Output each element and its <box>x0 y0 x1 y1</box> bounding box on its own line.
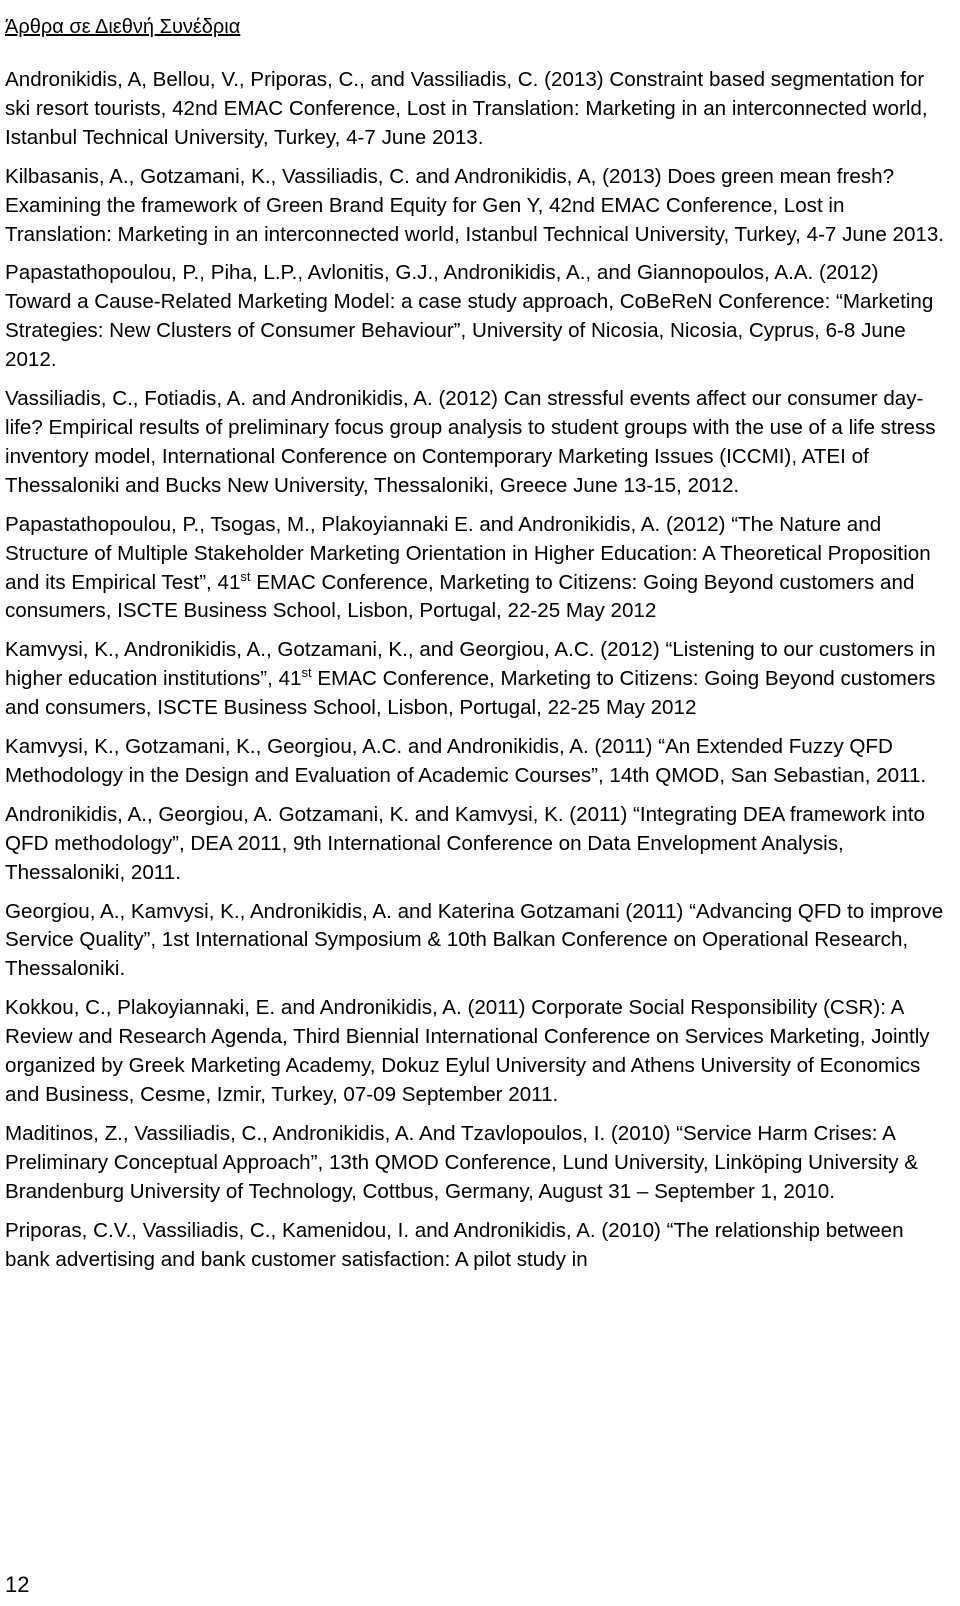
reference-text: EMAC Conference, Marketing to Citizens: Going Beyond customers and consumers, ISCTE Business School, Lisbon, Portugal, 22-25 May 2012 <box>5 667 936 720</box>
page-number: 12 <box>5 1572 30 1597</box>
reference-item: Priporas, C.V., Vassiliadis, C., Kamenidou, I. and Andronikidis, A. (2010) “The relationship between bank advertising and bank customer satisfaction: A pilot study in <box>5 1218 904 1271</box>
reference-list <box>5 66 950 1284</box>
reference-item: Kilbasanis, A., Gotzamani, K., Vassiliadis, C. and Andronikidis, A, (2013) Does green mean fresh? Examining the framework of Green Brand Equity for Gen Y, 42nd EMAC Conference, Lost in Translation: Marketing in an interconnected world, Istanbul Technical University, Turkey, 4-7 June 2013. <box>5 164 945 246</box>
section-heading: Άρθρα σε Διεθνή Συνέδρια <box>5 16 241 38</box>
reference-item: Andronikidis, A., Georgiou, A. Gotzamani, K. and Kamvysi, K. (2011) “Integrating DEA framework into QFD methodology”, DEA 2011, 9th International Conference on Data Envelopment Analysis, Thessaloniki, 2011. <box>5 802 925 884</box>
ordinal-suffix: st <box>301 665 312 681</box>
reference-item: Andronikidis, A, Bellou, V., Priporas, C., and Vassiliadis, C. (2013) Constraint based segmentation for ski resort tourists, 42nd EMAC Conference, Lost in Translation: Marketing in an interconnected world, Istanbul Technical University, Turkey, 4-7 June 2013. <box>5 68 928 149</box>
reference-text: Papastathopoulou, P., Tsogas, M., Plakoyiannaki E. and Andronikidis, A. (2012) “The Nature and Structure of Multiple Stakeholder Marketing Orientation in Higher Education: A Theoretical Proposition and its Empirical Test”, 41 <box>5 512 931 594</box>
reference-item <box>5 511 950 627</box>
reference-item: Kokkou, C., Plakoyiannaki, E. and Andronikidis, A. (2011) Corporate Social Responsibility (CSR): A Review and Research Agenda, Third Biennial International Conference on Services Marketing, Jointly organized by Greek Marketing Academy, Dokuz Eylul University and Athens University of Economics and Business, Cesme, Izmir, Turkey, 07-09 September 2011. <box>5 996 930 1106</box>
ordinal-suffix: st <box>240 568 251 584</box>
reference-text: Kamvysi, K., Andronikidis, A., Gotzamani, K., and Georgiou, A.C. (2012) “Listening to our customers in higher education institutions”, 41 <box>5 638 936 691</box>
reference-text: EMAC Conference, Marketing to Citizens: Going Beyond customers and consumers, ISCTE Business School, Lisbon, Portugal, 22-25 May 2012 <box>5 570 915 623</box>
reference-item: Papastathopoulou, P., Piha, L.P., Avlonitis, G.J., Andronikidis, A., and Giannopoulos, A.A. (2012) Toward a Cause-Related Marketing Model: a case study approach, CoBeReN Conference: “Marketing Strategies: New Clusters of Consumer Behaviour”, University of Nicosia, Nicosia, Cyprus, 6-8 June 2012. <box>5 261 934 372</box>
reference-item <box>5 636 950 723</box>
reference-item: Vassiliadis, C., Fotiadis, A. and Andronikidis, A. (2012) Can stressful events affect our consumer day-life? Empirical results of preliminary focus group analysis to student groups with the use of a life stress inventory model, International Conference on Contemporary Marketing Issues (ICCMI), ATEI of Thessaloniki and Bucks New University, Thessaloniki, Greece June 13-15, 2012. <box>5 387 936 497</box>
reference-item: Kamvysi, K., Gotzamani, K., Georgiou, A.C. and Andronikidis, A. (2011) “An Extended Fuzzy QFD Methodology in the Design and Evaluation of Academic Courses”, 14th QMOD, San Sebastian, 2011. <box>5 735 927 787</box>
reference-item: Maditinos, Z., Vassiliadis, C., Andronikidis, A. And Tzavlopoulos, I. (2010) “Service Harm Crises: A Preliminary Conceptual Approach”, 13th QMOD Conference, Lund University, Linköping University & Brandenburg University of Technology, Cottbus, Germany, August 31 – September 1, 2010. <box>5 1121 919 1203</box>
reference-item: Georgiou, A., Kamvysi, K., Andronikidis, A. and Katerina Gotzamani (2011) “Advancing QFD to improve Service Quality”, 1st International Symposium & 10th Balkan Conference on Operational Research, Thessaloniki. <box>5 899 944 981</box>
